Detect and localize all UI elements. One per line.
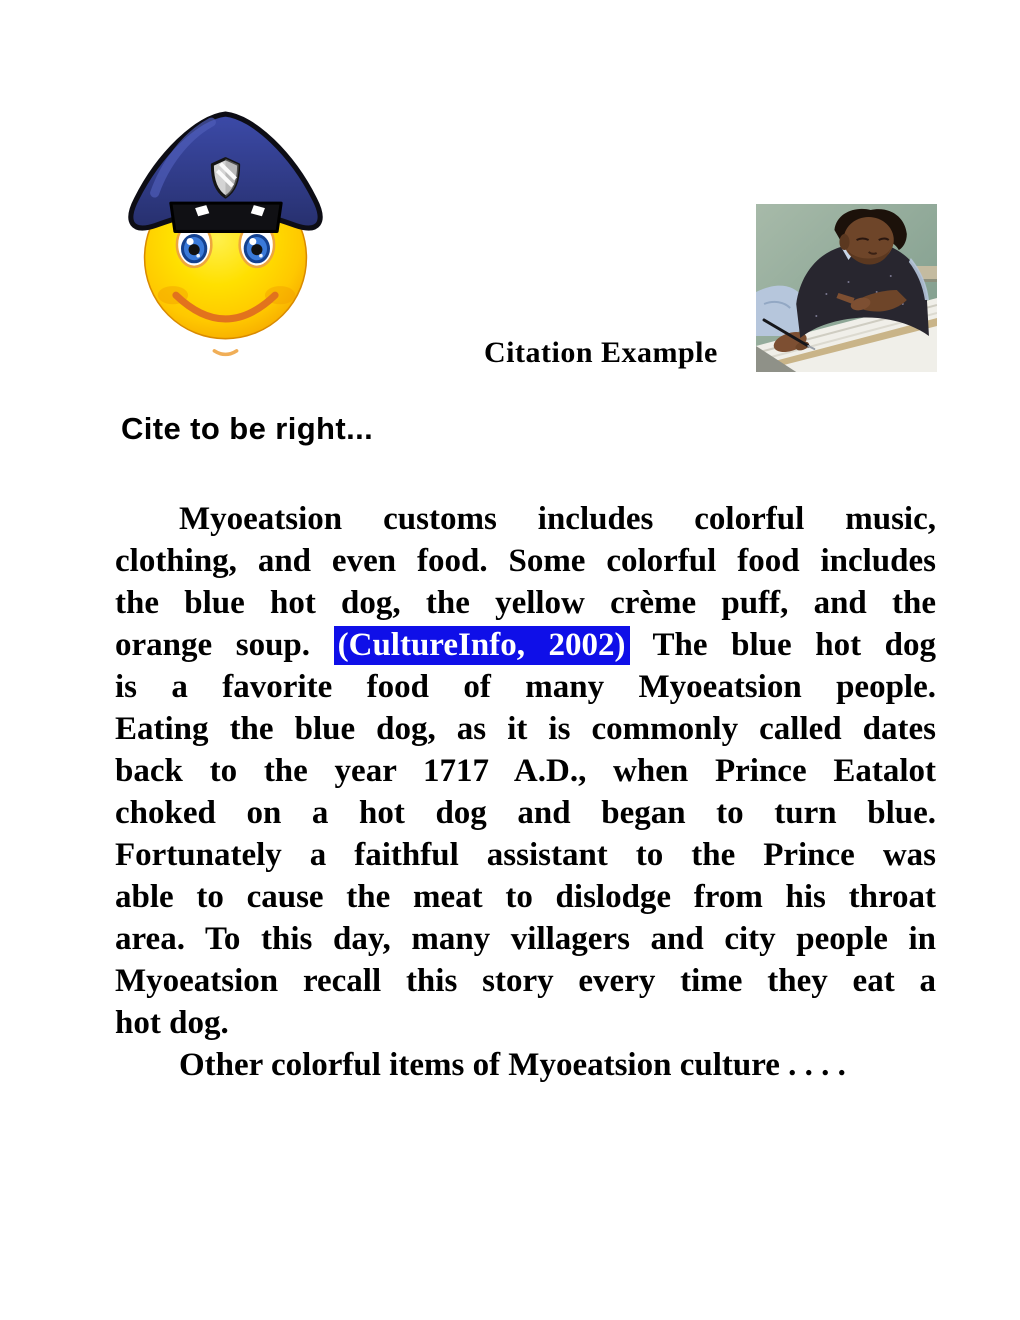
paragraph-line: area. To this day, many villagers and city people in <box>115 921 936 957</box>
citation-highlight: (CultureInfo, 2002) <box>334 626 630 665</box>
paragraph-line: Myoeatsion customs includes colorful music, <box>179 501 936 537</box>
section-heading: Cite to be right... <box>121 411 374 446</box>
paragraph-line: able to cause the meat to dislodge from his throat <box>115 879 936 915</box>
police-smiley-icon <box>112 108 340 366</box>
student-writing-photo <box>756 204 937 372</box>
paragraph-line: clothing, and even food. Some colorful food includes <box>115 543 936 579</box>
paragraph-line: Fortunately a faithful assistant to the Prince was <box>115 837 936 873</box>
paragraph-line: is a favorite food of many Myoeatsion people. <box>115 669 936 705</box>
paragraph-line: Eating the blue dog, as it is commonly called dates <box>115 711 936 747</box>
body-paragraph <box>115 498 936 1044</box>
paragraph-line-with-citation: orange soup. (CultureInfo, 2002) The blue hot dog <box>115 627 936 663</box>
paragraph-line: Myoeatsion recall this story every time they eat a <box>115 963 936 999</box>
paragraph-line: choked on a hot dog and began to turn blue. <box>115 795 936 831</box>
student-photo-icon <box>756 204 937 372</box>
paragraph-line: the blue hot dog, the yellow crème puff, and the <box>115 585 936 621</box>
police-smiley-image <box>112 108 340 366</box>
paragraph-line: back to the year 1717 A.D., when Prince Eatalot <box>115 753 936 789</box>
page-title: Citation Example <box>484 336 718 369</box>
closing-line: Other colorful items of Myoeatsion culture . . . . <box>179 1047 846 1083</box>
paragraph-line: hot dog. <box>115 1005 229 1041</box>
police-hat-icon <box>131 114 320 231</box>
